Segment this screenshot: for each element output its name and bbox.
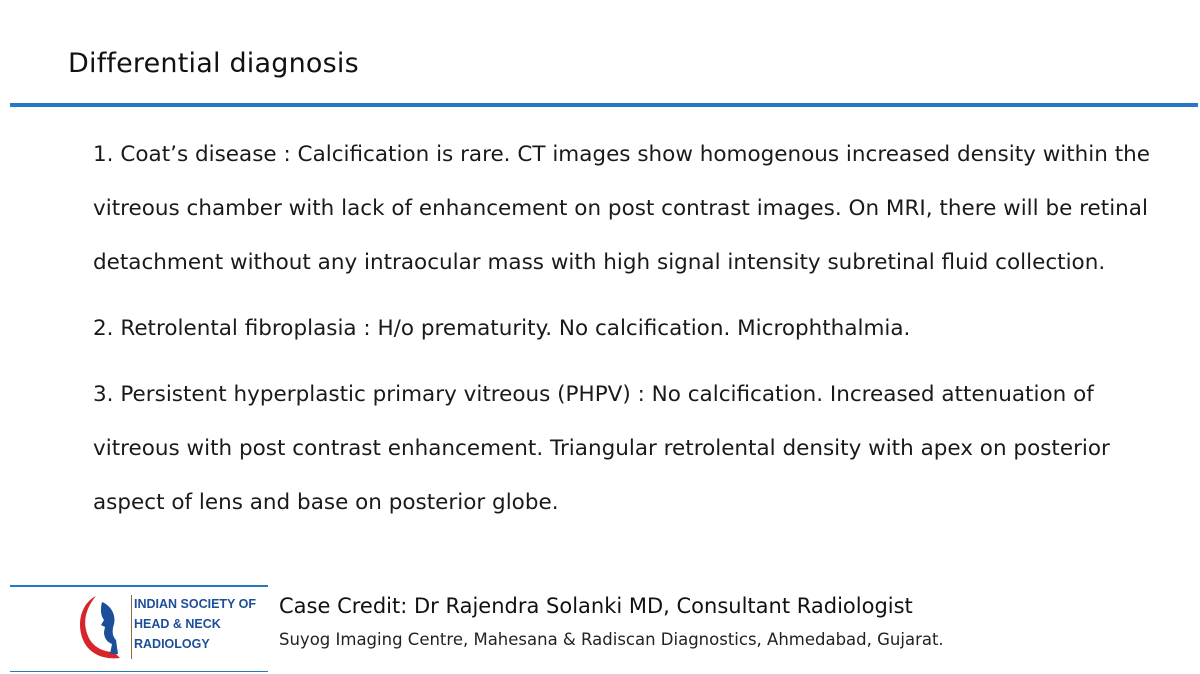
diagnosis-item-coats: 1. Coat’s disease : Calcification is rare. CT images show homogenous increased density within the vitreous chamber with lack of enhancement on post contrast images. On MRI, there will be retinal detachment without any intraocular mass with high signal intensity subretinal fluid collection. (93, 142, 1151, 275)
head-profile-icon (74, 592, 130, 662)
society-logo (10, 585, 268, 672)
diagnosis-item-retrolental-fibroplasia: 2. Retrolental fibroplasia : H/o prematurity. No calcification. Microphthalmia. (93, 316, 911, 341)
diagnosis-list (93, 128, 1183, 530)
logo-line: RADIOLOGY (134, 637, 210, 651)
logo-top-rule (10, 585, 268, 587)
slide-title: Differential diagnosis (68, 48, 359, 79)
logo-line: HEAD & NECK (134, 617, 221, 631)
case-credit: Case Credit: Dr Rajendra Solanki MD, Consultant Radiologist (279, 594, 913, 618)
title-divider (10, 103, 1198, 107)
logo-divider (131, 595, 132, 659)
logo-bottom-rule (10, 671, 268, 672)
logo-line: INDIAN SOCIETY OF (134, 597, 257, 611)
logo-text (134, 594, 256, 654)
diagnosis-item-phpv: 3. Persistent hyperplastic primary vitreous (PHPV) : No calcification. Increased attenuation of vitreous with post contrast enhancement. Triangular retrolental density with apex on posterior aspect of lens and base on posterior globe. (93, 382, 1110, 515)
case-credit-institution: Suyog Imaging Centre, Mahesana & Radiscan Diagnostics, Ahmedabad, Gujarat. (279, 630, 944, 649)
